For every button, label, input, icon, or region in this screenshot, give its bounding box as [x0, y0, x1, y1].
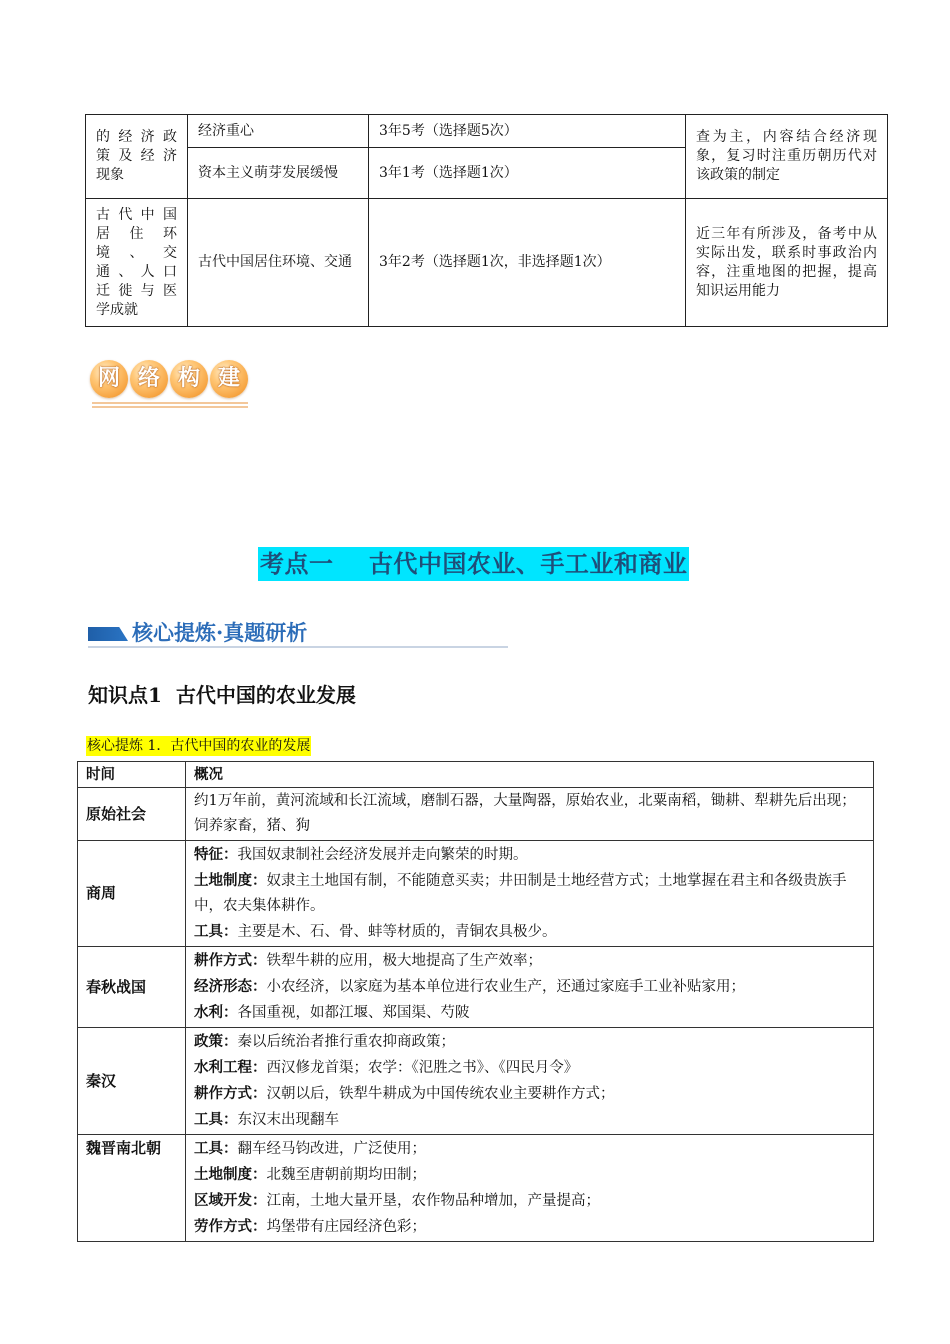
- overview-label: 工具：: [194, 1140, 238, 1157]
- summary-advice-cell: 查为主，内容结合经济现象，复习时注重历朝历代对该政策的制定: [686, 115, 888, 199]
- overview-line: [194, 842, 865, 868]
- overview-line: [194, 789, 865, 839]
- overview-line: [194, 948, 865, 974]
- overview-cell: [186, 947, 874, 1028]
- overview-text: 北魏至唐朝前期均田制；: [266, 1167, 426, 1183]
- overview-label: 耕作方式：: [194, 952, 267, 969]
- summary-category-line: 通、人口: [96, 263, 177, 280]
- overview-label: 水利工程：: [194, 1059, 267, 1076]
- overview-line: [194, 1136, 865, 1162]
- agriculture-table: [77, 761, 874, 1242]
- overview-label: 劳作方式：: [194, 1218, 267, 1235]
- overview-label: 水利：: [194, 1004, 238, 1021]
- summary-category-line: 学成就: [96, 301, 138, 318]
- section-title: 考点一 古代中国农业、手工业和商业: [258, 547, 689, 581]
- overview-label: 工具：: [194, 923, 238, 940]
- core-bar-title: 核心提炼·真题研析: [132, 620, 308, 645]
- summary-category-line: 境 、 交: [96, 244, 177, 261]
- overview-line: [194, 1000, 865, 1026]
- overview-label: 区域开发：: [194, 1192, 267, 1209]
- summary-category-line: 的经济政: [96, 129, 177, 145]
- summary-category-line: 居 住 环: [96, 225, 177, 242]
- overview-line: [194, 1162, 865, 1188]
- overview-line: [194, 1107, 865, 1133]
- overview-text: 我国奴隶制社会经济发展并走向繁荣的时期。: [237, 847, 528, 863]
- core-bar-underline: [88, 646, 508, 648]
- overview-line: [194, 1214, 865, 1240]
- table-row: [78, 841, 874, 947]
- summary-row: [86, 115, 888, 148]
- era-cell: 春秋战国: [78, 947, 186, 1028]
- summary-category-line: 古代中国: [96, 206, 177, 223]
- overview-text: 铁犁牛耕的应用，极大地提高了生产效率；: [266, 953, 542, 969]
- era-cell: 魏晋南北朝: [78, 1135, 186, 1242]
- core-extraction-bar: [88, 618, 508, 648]
- overview-cell: [186, 1028, 874, 1135]
- network-build-badge: [90, 356, 254, 412]
- header-overview: 概况: [186, 762, 874, 788]
- bar-marker-icon: [88, 627, 128, 641]
- overview-text: 东汉末出现翻车: [237, 1112, 339, 1128]
- summary-freq-cell: 3年2考（选择题1次，非选择题1次）: [369, 199, 686, 327]
- overview-text: 江南，土地大量开垦，农作物品种增加，产量提高；: [266, 1193, 600, 1209]
- overview-line: [194, 1029, 865, 1055]
- overview-line: [194, 868, 865, 919]
- overview-line: [194, 1055, 865, 1081]
- summary-topic-cell: 经济重心: [188, 115, 369, 148]
- overview-label: 特征：: [194, 846, 238, 863]
- overview-cell: [186, 1135, 874, 1242]
- overview-text: 各国重视，如都江堰、郑国渠、芍陂: [237, 1005, 470, 1021]
- overview-label: 土地制度：: [194, 872, 267, 889]
- summary-row: [86, 199, 888, 327]
- era-cell: 原始社会: [78, 788, 186, 841]
- summary-freq-cell: 3年1考（选择题1次）: [369, 148, 686, 199]
- badge-char: 络: [130, 360, 168, 398]
- era-cell: 秦汉: [78, 1028, 186, 1135]
- overview-text: 翻车经马钧改进，广泛使用；: [237, 1141, 426, 1157]
- era-cell: 商周: [78, 841, 186, 947]
- overview-text: 约1万年前，黄河流域和长江流域，磨制石器，大量陶器，原始农业，北粟南稻，锄耕、犁耕先后出现；饲养家畜，猪、狗: [194, 793, 856, 834]
- overview-label: 经济形态：: [194, 978, 267, 995]
- summary-topic-cell: 古代中国居住环境、交通: [188, 199, 369, 327]
- summary-category-cell: [86, 115, 188, 199]
- overview-line: [194, 919, 865, 945]
- summary-category-line: 现象: [96, 167, 124, 183]
- table-row: [78, 1135, 874, 1242]
- summary-topic-cell: 资本主义萌芽发展缓慢: [188, 148, 369, 199]
- overview-label: 工具：: [194, 1111, 238, 1128]
- exam-summary-table: [85, 114, 888, 327]
- summary-category-line: 策及经济: [96, 148, 177, 164]
- summary-advice-cell: 近三年有所涉及，备考中从实际出发，联系时事政治内容，注重地图的把握，提高知识运用能力: [686, 199, 888, 327]
- table-header-row: [78, 762, 874, 788]
- overview-text: 奴隶主土地国有制，不能随意买卖；井田制是土地经营方式；土地掌握在君主和各级贵族手中，农夫集体耕作。: [194, 873, 847, 914]
- badge-underline: [92, 402, 248, 404]
- overview-line: [194, 974, 865, 1000]
- overview-cell: [186, 788, 874, 841]
- badge-char: 建: [210, 360, 248, 398]
- overview-line: [194, 1188, 865, 1214]
- overview-text: 西汉修龙首渠；农学：《氾胜之书》、《四民月令》: [266, 1060, 579, 1076]
- summary-category-cell: [86, 199, 188, 327]
- badge-underline: [92, 406, 248, 408]
- badge-char: 构: [170, 360, 208, 398]
- overview-text: 小农经济，以家庭为基本单位进行农业生产，还通过家庭手工业补贴家用；: [266, 979, 745, 995]
- summary-freq-cell: 3年5考（选择题5次）: [369, 115, 686, 148]
- badge-char: 网: [90, 360, 128, 398]
- overview-text: 汉朝以后，铁犁牛耕成为中国传统农业主要耕作方式；: [266, 1086, 615, 1102]
- table-row: [78, 788, 874, 841]
- overview-label: 土地制度：: [194, 1166, 267, 1183]
- header-era: 时间: [78, 762, 186, 788]
- overview-text: 秦以后统治者推行重农抑商政策；: [237, 1034, 455, 1050]
- knowledge-point-title: 知识点1 古代中国的农业发展: [88, 683, 356, 707]
- summary-category-line: 迁徙与医: [96, 282, 177, 299]
- overview-text: 主要是木、石、骨、蚌等材质的，青铜农具极少。: [237, 924, 557, 940]
- overview-line: [194, 1081, 865, 1107]
- table-row: [78, 1028, 874, 1135]
- overview-label: 政策：: [194, 1033, 238, 1050]
- table-row: [78, 947, 874, 1028]
- highlight-label: 核心提炼 1．古代中国的农业的发展: [87, 738, 311, 754]
- overview-text: 坞堡带有庄园经济色彩；: [266, 1219, 426, 1235]
- overview-label: 耕作方式：: [194, 1085, 267, 1102]
- overview-cell: [186, 841, 874, 947]
